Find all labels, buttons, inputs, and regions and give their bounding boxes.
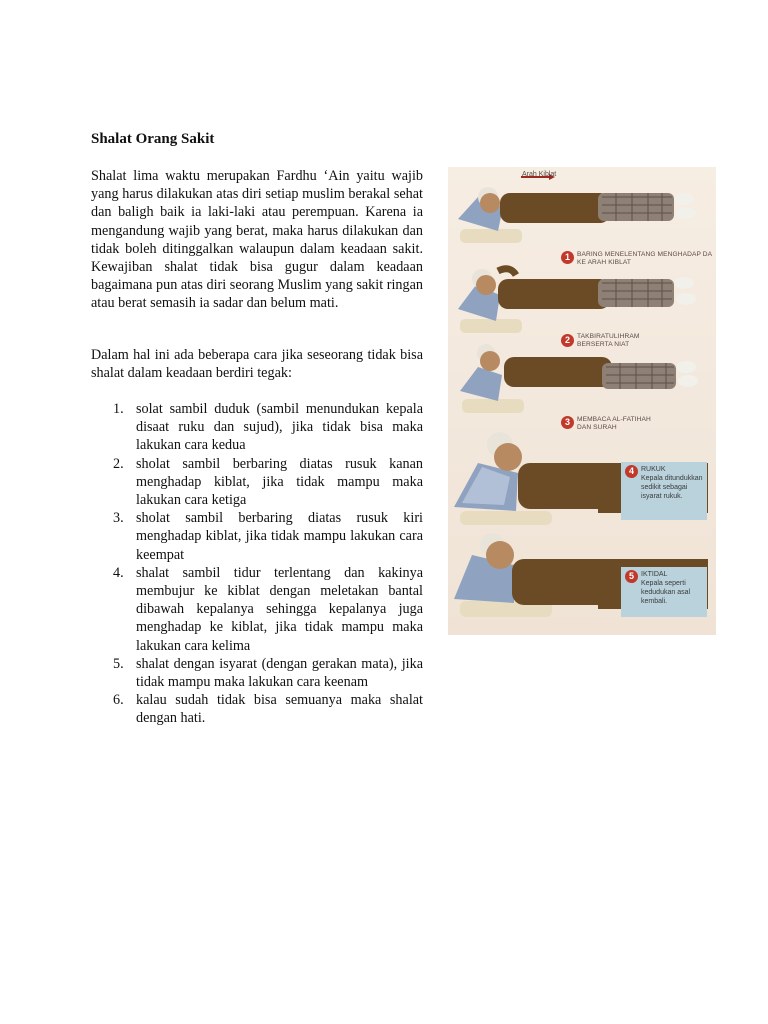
figure-lying-2 [458, 269, 696, 333]
list-item [108, 455, 423, 510]
intro-paragraph: Shalat lima waktu merupakan Fardhu ‘Ain yaitu wajib yang harus dilakukan atas diri setiap muslim berakal sehat dan baligh baik ia laki-laki atau perempuan. Karena ia mengandung wajib yang berat, maka harus dilakukan dan tidak boleh ditinggalkan walaupun dalam keadaan sakit. Kewajiban shalat tidak bisa gugur dalam keadaan bagaimana pun atas diri seorang Muslim yang sakit ringan atau berat semasih ia sadar dan belum mati. [91, 168, 423, 312]
caption-2 [577, 333, 639, 349]
step-badge: 3 [561, 416, 574, 429]
list-text: sholat sambil berbaring diatas rusuk kiri menghadap kiblat, jika tidak mampu lakukan cara keempat [136, 510, 423, 563]
prayer-positions-illustration [448, 167, 716, 635]
list-item [108, 400, 423, 455]
caption-line: TAKBIRATULIHRAM [577, 333, 640, 340]
step-badge: 2 [561, 334, 574, 347]
lead-paragraph: Dalam hal ini ada beberapa cara jika seseorang tidak bisa shalat dalam keadaan berdiri tegak: [91, 347, 423, 382]
caption-line: DAN SURAH [577, 424, 617, 431]
box-body: Kepala seperti kedudukan asal kembali. [641, 580, 691, 605]
steps-list [108, 400, 423, 728]
list-item [108, 691, 423, 727]
figure-lying-1 [458, 187, 696, 243]
list-number: 2. [113, 455, 124, 472]
step-badge: 5 [625, 570, 638, 583]
caption-line: MEMBACA AL-FATIHAH [577, 416, 651, 423]
direction-label: Arah Kiblat [522, 171, 557, 178]
caption-line: BERSERTA NIAT [577, 341, 630, 348]
list-text: sholat sambil berbaring diatas rusuk kanan menghadap kiblat, jika tidak mampu maka lakukan cara ketiga [136, 455, 423, 509]
list-number: 3. [113, 510, 124, 527]
list-number: 4. [113, 564, 124, 581]
box-title: IKTIDAL [641, 571, 668, 578]
box-title: RUKUK [641, 466, 666, 473]
list-number: 1. [113, 401, 124, 417]
list-text: shalat sambil tidur terlentang dan kakinya membujur ke kiblat dengan meletakan bantal dibawah kepalanya sehingga kepalanya juga menghadap ke kiblat, jika tidak mampu maka lakukan cara kelima [136, 564, 423, 654]
caption-3 [577, 416, 651, 432]
info-box-rukuk [621, 462, 707, 520]
illustration-drawing [448, 167, 716, 635]
figure-lying-3 [460, 344, 698, 413]
caption-1 [577, 251, 716, 267]
list-item [108, 564, 423, 655]
list-text: kalau sudah tidak bisa semuanya maka shalat dengan hati. [136, 692, 423, 727]
list-item [108, 655, 423, 691]
caption-line: KE ARAH KIBLAT [577, 259, 632, 266]
caption-line: BARING MENELENTANG MENGHADAP DA [577, 251, 713, 258]
document-title: Shalat Orang Sakit [91, 131, 215, 147]
list-number: 6. [113, 692, 124, 709]
step-badge: 1 [561, 251, 574, 264]
list-text: shalat dengan isyarat (dengan gerakan mata), jika tidak mampu maka lakukan cara keenam [136, 655, 423, 691]
box-body: Kepala ditundukkan sedikit sebagai isyarat rukuk. [641, 475, 703, 500]
list-item [108, 509, 423, 564]
list-text: solat sambil duduk (sambil menundukan kepala disaat ruku dan sujud), jika tidak bisa maka lakukan cara kedua [136, 401, 423, 454]
step-badge: 4 [625, 465, 638, 478]
list-number: 5. [113, 655, 124, 672]
info-box-iktidal [621, 567, 707, 617]
